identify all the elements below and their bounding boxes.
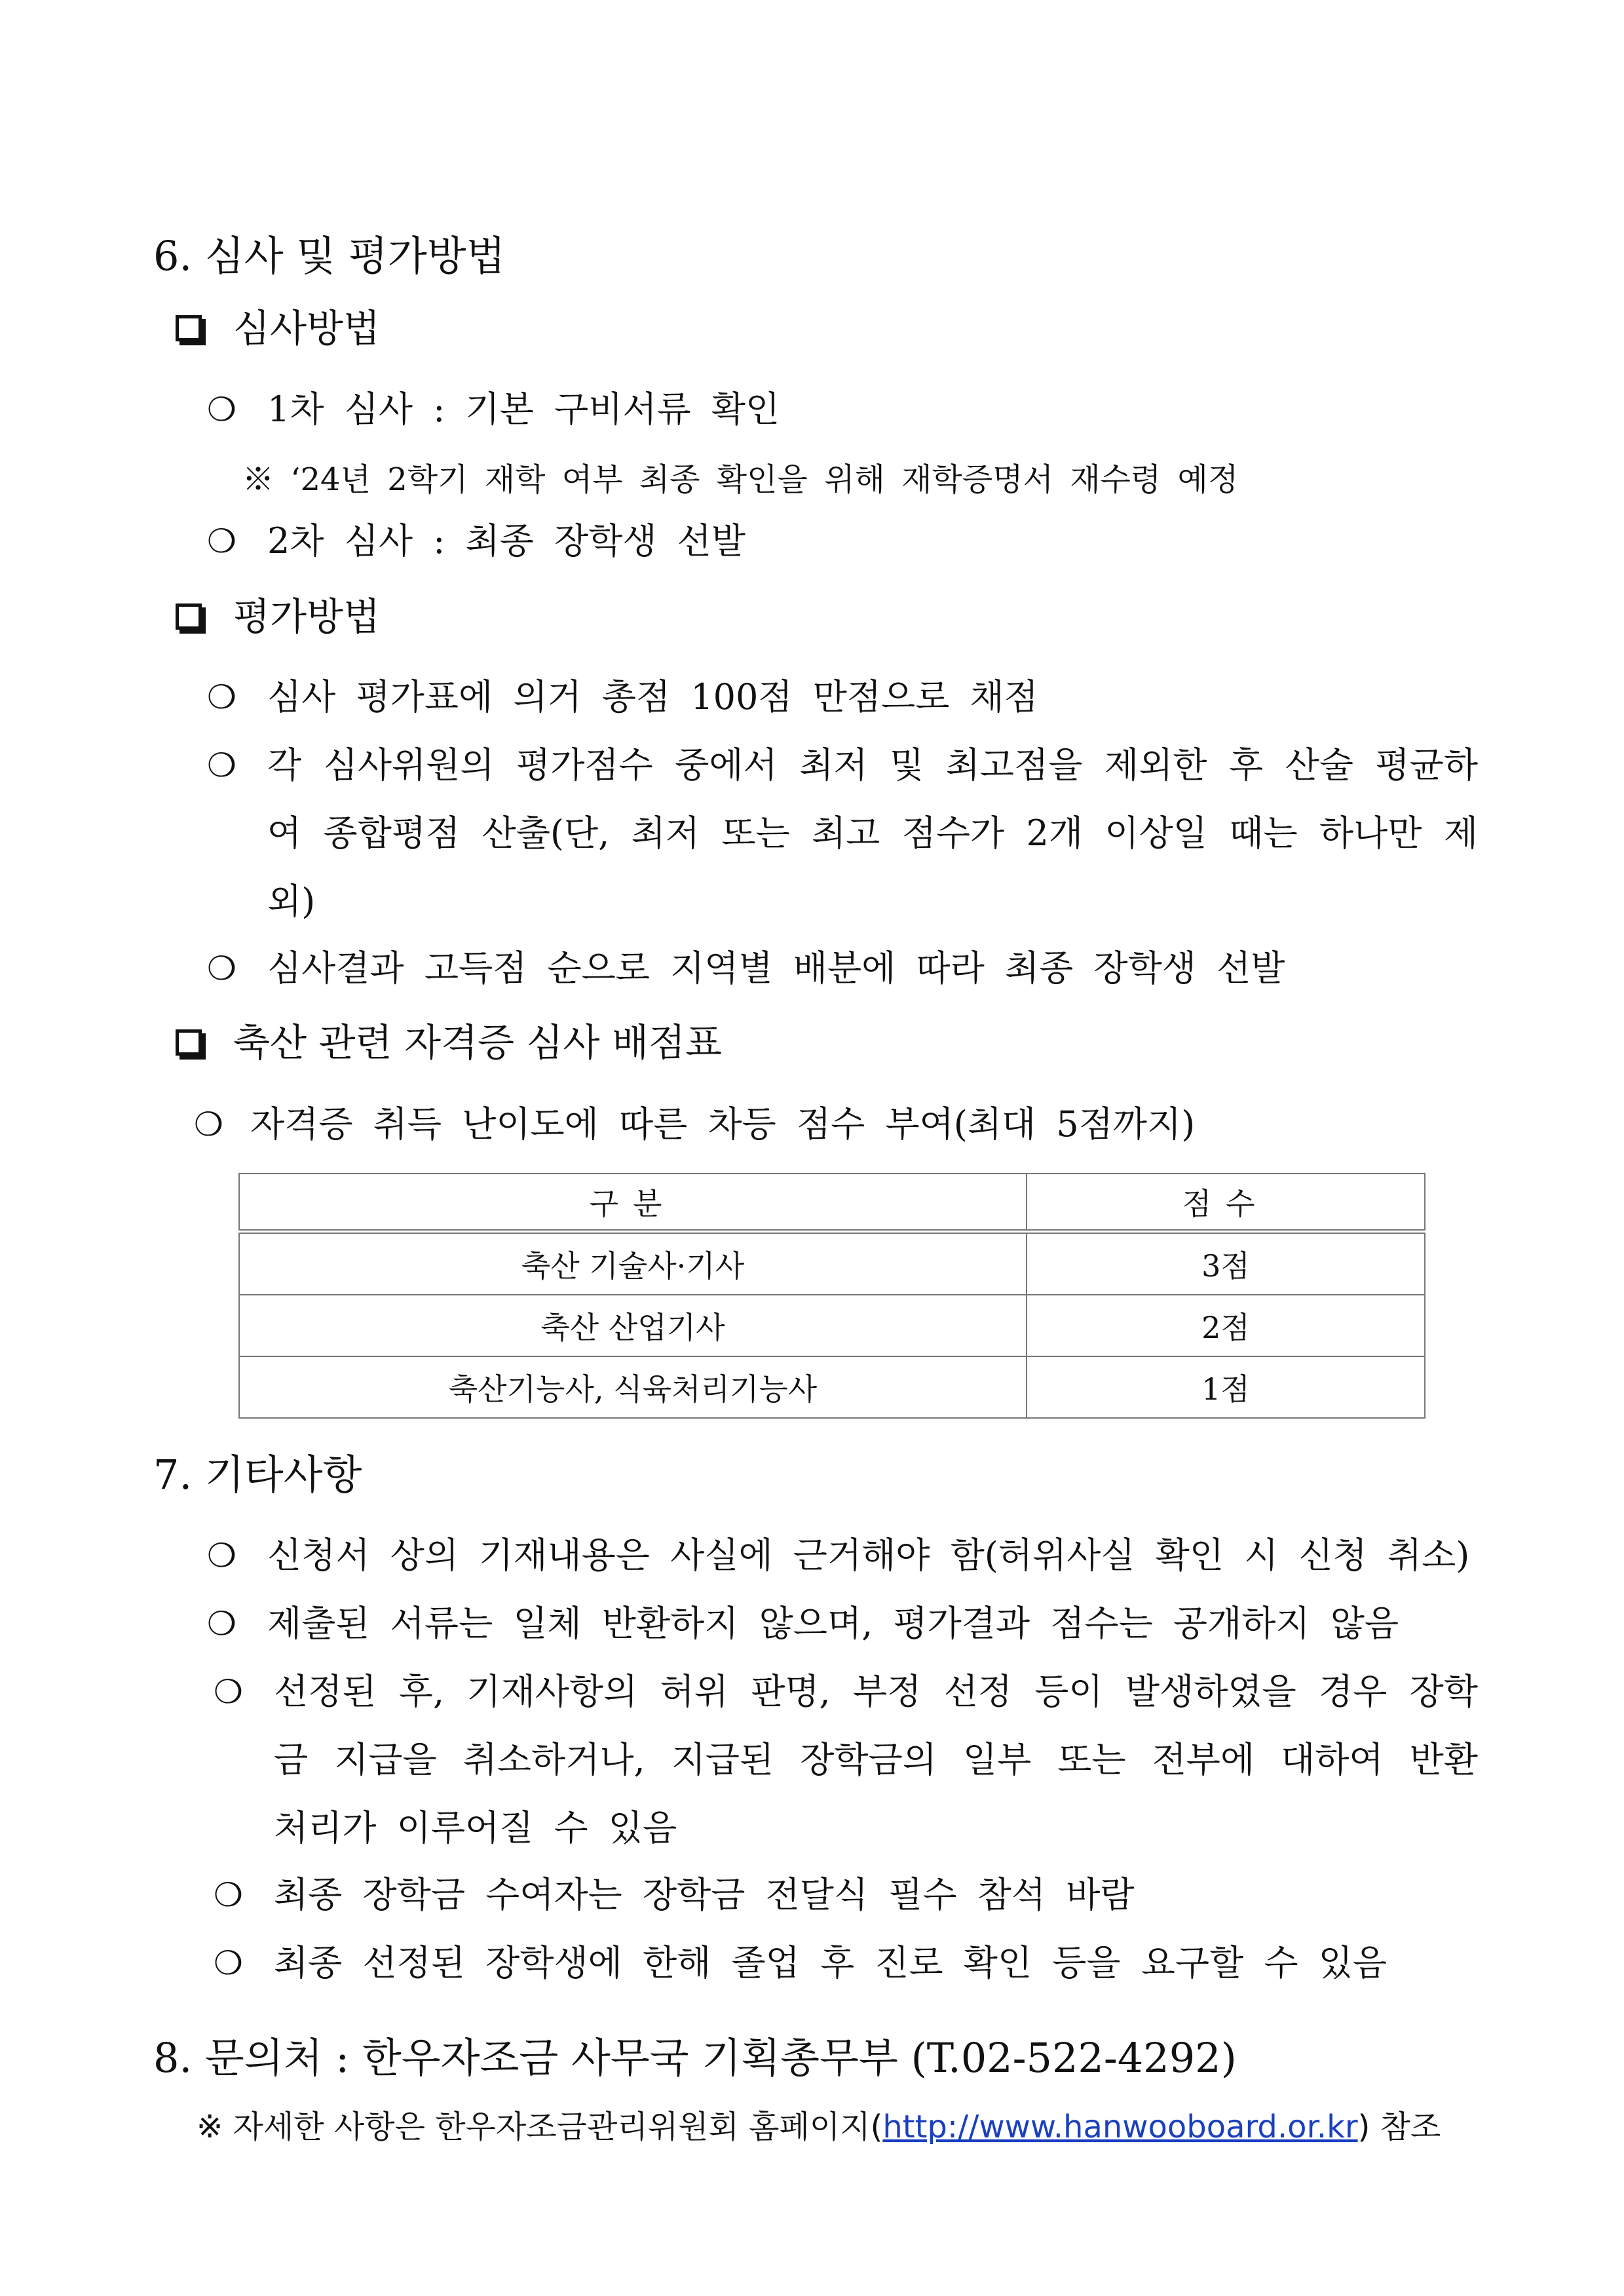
eval-method-heading bbox=[176, 594, 381, 639]
section-7-title: 7. 기타사항 bbox=[153, 1451, 362, 1499]
homepage-note-prefix: ※ 자세한 사항은 한우자조금관리위원회 홈페이지( bbox=[197, 2109, 883, 2145]
circle-bullet-icon: ❍ bbox=[214, 1944, 243, 1982]
circle-bullet-icon: ❍ bbox=[207, 522, 236, 560]
review-method-heading bbox=[176, 306, 381, 351]
misc-item-3: ❍ 선정된 후, 기재사항의 허위 판명, 부정 선정 등이 발생하였을 경우 장학금 지급을 취소하거나, 지급된 장학금의 일부 또는 전부에 대하여 반환 처리가 이루어질 수 있음 bbox=[214, 1658, 1478, 1862]
circle-bullet-icon: ❍ bbox=[194, 1105, 223, 1143]
table-header-row bbox=[239, 1174, 1425, 1232]
table-row bbox=[239, 1232, 1425, 1295]
cert-score-cell: 2점 bbox=[1027, 1295, 1425, 1356]
misc-item-4: ❍ 최종 장학금 수여자는 장학금 전달식 필수 참석 바람 bbox=[214, 1861, 1478, 1929]
cert-item: ❍ 자격증 취득 난이도에 따른 차등 점수 부여(최대 5점까지) bbox=[194, 1090, 1465, 1158]
cert-table-heading-text: 축산 관련 자격증 심사 배점표 bbox=[233, 1020, 723, 1065]
misc-item-2: ❍ 제출된 서류는 일체 반환하지 않으며, 평가결과 점수는 공개하지 않음 bbox=[207, 1590, 1478, 1658]
cert-score-cell: 1점 bbox=[1027, 1356, 1425, 1418]
eval-method-heading-text: 평가방법 bbox=[233, 594, 381, 639]
cert-name-cell: 축산 산업기사 bbox=[239, 1295, 1027, 1356]
homepage-link[interactable]: http://www.hanwooboard.or.kr bbox=[882, 2109, 1358, 2145]
misc-item-5: ❍ 최종 선정된 장학생에 한해 졸업 후 진로 확인 등을 요구할 수 있음 bbox=[214, 1929, 1478, 1997]
circle-bullet-icon: ❍ bbox=[207, 1605, 236, 1643]
checkbox-square-icon bbox=[176, 315, 202, 341]
table-row bbox=[239, 1356, 1425, 1418]
cert-score-cell: 3점 bbox=[1027, 1232, 1425, 1295]
checkbox-square-icon bbox=[176, 603, 202, 630]
cert-name-cell: 축산기능사, 식육처리기능사 bbox=[239, 1356, 1027, 1418]
circle-bullet-icon: ❍ bbox=[207, 678, 236, 716]
review-item-1: ❍ 1차 심사 : 기본 구비서류 확인 bbox=[207, 375, 1478, 444]
review-item-2: ❍ 2차 심사 : 최종 장학생 선발 bbox=[207, 507, 1478, 575]
section-6-title: 6. 심사 및 평가방법 bbox=[153, 232, 506, 280]
circle-bullet-icon: ❍ bbox=[207, 1537, 236, 1575]
eval-item-1: ❍ 심사 평가표에 의거 총점 100점 만점으로 채점 bbox=[207, 663, 1478, 731]
homepage-note-suffix: ) 참조 bbox=[1357, 2109, 1441, 2145]
review-note: ※ ‘24년 2학기 재학 여부 최종 확인을 위해 재학증명서 재수령 예정 bbox=[242, 461, 1239, 498]
homepage-note bbox=[197, 2111, 1441, 2143]
section-8-contact: 8. 문의처 : 한우자조금 사무국 기획총무부 (T.02-522-4292) bbox=[153, 2034, 1237, 2082]
column-header-score: 점수 bbox=[1027, 1174, 1425, 1232]
eval-item-2: ❍ 각 심사위원의 평가점수 중에서 최저 및 최고점을 제외한 후 산술 평균하여 종합평점 산출(단, 최저 또는 최고 점수가 2개 이상일 때는 하나만 제외) bbox=[207, 731, 1478, 936]
cert-name-cell: 축산 기술사·기사 bbox=[239, 1232, 1027, 1295]
column-header-category: 구분 bbox=[239, 1174, 1027, 1232]
review-method-heading-text: 심사방법 bbox=[233, 306, 381, 351]
circle-bullet-icon: ❍ bbox=[214, 1876, 243, 1914]
circle-bullet-icon: ❍ bbox=[207, 949, 236, 987]
eval-item-3: ❍ 심사결과 고득점 순으로 지역별 배분에 따라 최종 장학생 선발 bbox=[207, 934, 1478, 1003]
cert-score-table bbox=[238, 1173, 1426, 1419]
table-row bbox=[239, 1295, 1425, 1356]
circle-bullet-icon: ❍ bbox=[214, 1673, 243, 1711]
circle-bullet-icon: ❍ bbox=[207, 746, 236, 784]
checkbox-square-icon bbox=[176, 1029, 202, 1056]
misc-item-1: ❍ 신청서 상의 기재내용은 사실에 근거해야 함(허위사실 확인 시 신청 취소) bbox=[207, 1521, 1478, 1590]
cert-table-heading bbox=[176, 1020, 723, 1065]
circle-bullet-icon: ❍ bbox=[207, 391, 236, 429]
